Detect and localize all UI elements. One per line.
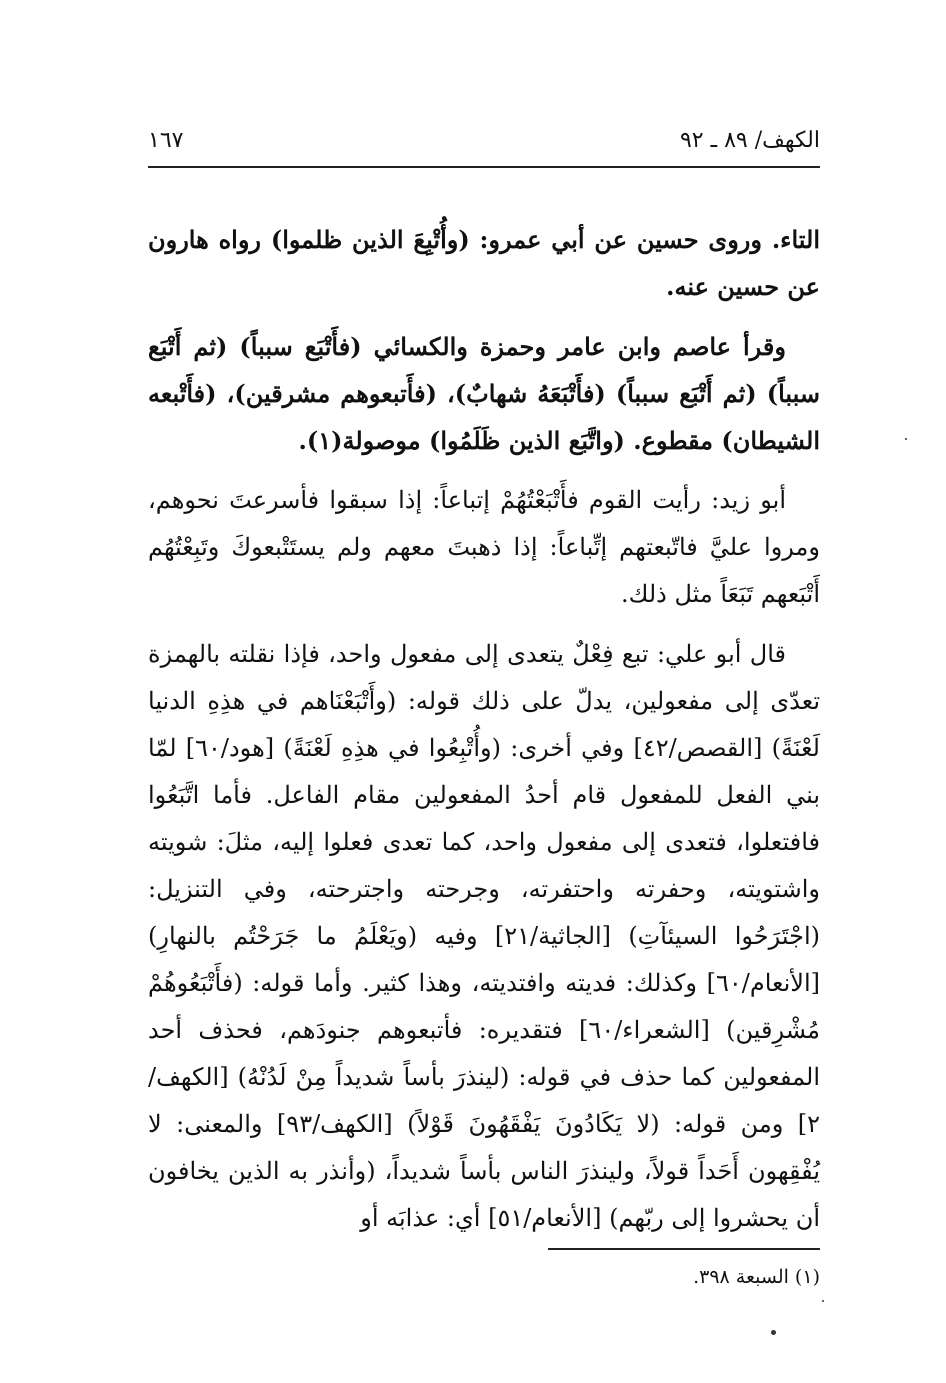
- paragraph-2: وقرأ عاصم وابن عامر وحمزة والكسائي (فأَتْبَع سبباً) (ثم أَتْبَع سبباً) (ثم أَتْبَع سبباً) (فأَتْبَعَهُ شهابٌ)، (فأَتبعوهم مشرقين)، (فأَتْبعه الشيطان) مقطوع. (واتَّبَع الذين ظَلَمُوا) موصولة(١).: [148, 332, 820, 455]
- scan-speck: [771, 1330, 776, 1335]
- chapter-reference: الكهف/ ٨٩ ـ ٩٢: [679, 128, 820, 153]
- main-text: [148, 216, 820, 1242]
- paragraph-1: التاء. وروى حسين عن أبي عمرو: (وأُتْبِعَ الذين ظلموا) رواه هارون عن حسين عنه.: [148, 225, 820, 301]
- scan-speck: [822, 1300, 824, 1302]
- footnote: (١) السبعة ٣٩٨.: [693, 1266, 820, 1288]
- scan-speck: [905, 438, 907, 440]
- page-header: [148, 118, 820, 164]
- paragraph-4: قال أبو علي: تبع فِعْلٌ يتعدى إلى مفعول واحد، فإذا نقلته بالهمزة تعدّى إلى مفعولين، يدلّ على ذلك قوله: (وأَتْبَعْنَاهم في هذِهِ الدنيا لَعْنَةً) [القصص/٤٢] وفي أخرى: (وأُتْبِعُوا في هذِهِ لَعْنَةً) [هود/٦٠] لمّا بني الفعل للمفعول قام أحدُ المفعولين مقام الفاعل. فأما اتَّبَعُوا فافتعلوا، فتعدى إلى مفعول واحد، كما تعدى فعلوا إليه، مثلَ: شويته واشتويته، وحفرته واحتفرته، وجرحته واجترحته، وفي التنزيل: (اجْتَرَحُوا السيئآتِ) [الجاثية/٢١] وفيه (ويَعْلَمُ ما جَرَحْتُم بالنهارِ) [الأنعام/٦٠] وكذلك: فديته وافتديته، وهذا كثير. وأما قوله: (فأَتْبَعُوهُمْ مُشْرِقين) [الشعراء/٦٠] فتقديره: فأتبعوهم جنودَهم، فحذف أحد المفعولين كما حذف في قوله: (لينذرَ بأساً شديداً مِنْ لَدُنْهُ) [الكهف/٢] ومن قوله: (لا يَكَادُونَ يَفْقَهُونَ قَوْلاً) [الكهف/٩٣] والمعنى: لا يُفْقِهون أَحَداً قولاً، ولينذرَ الناس بأساً شديداً، (وأنذر به الذين يخافون أن يحشروا إلى ربّهم) [الأنعام/٥١] أي: عذابَه أو: [148, 640, 821, 1232]
- header-divider: [148, 166, 820, 168]
- footnote-divider: [548, 1248, 820, 1250]
- page-number: ١٦٧: [148, 128, 184, 153]
- paragraph-3: أبو زيد: رأيت القوم فأَتْبَعْتُهُمْ إتباعاً: إذا سبقوا فأسرعتَ نحوهم، ومروا عليَّ فاتّبعتهم إتِّباعاً: إذا ذهبتَ معهم ولم يستَتْبعوكَ وتَبِعْتُهُم أَتْبَعهم تَبَعَاً مثل ذلك.: [148, 486, 820, 608]
